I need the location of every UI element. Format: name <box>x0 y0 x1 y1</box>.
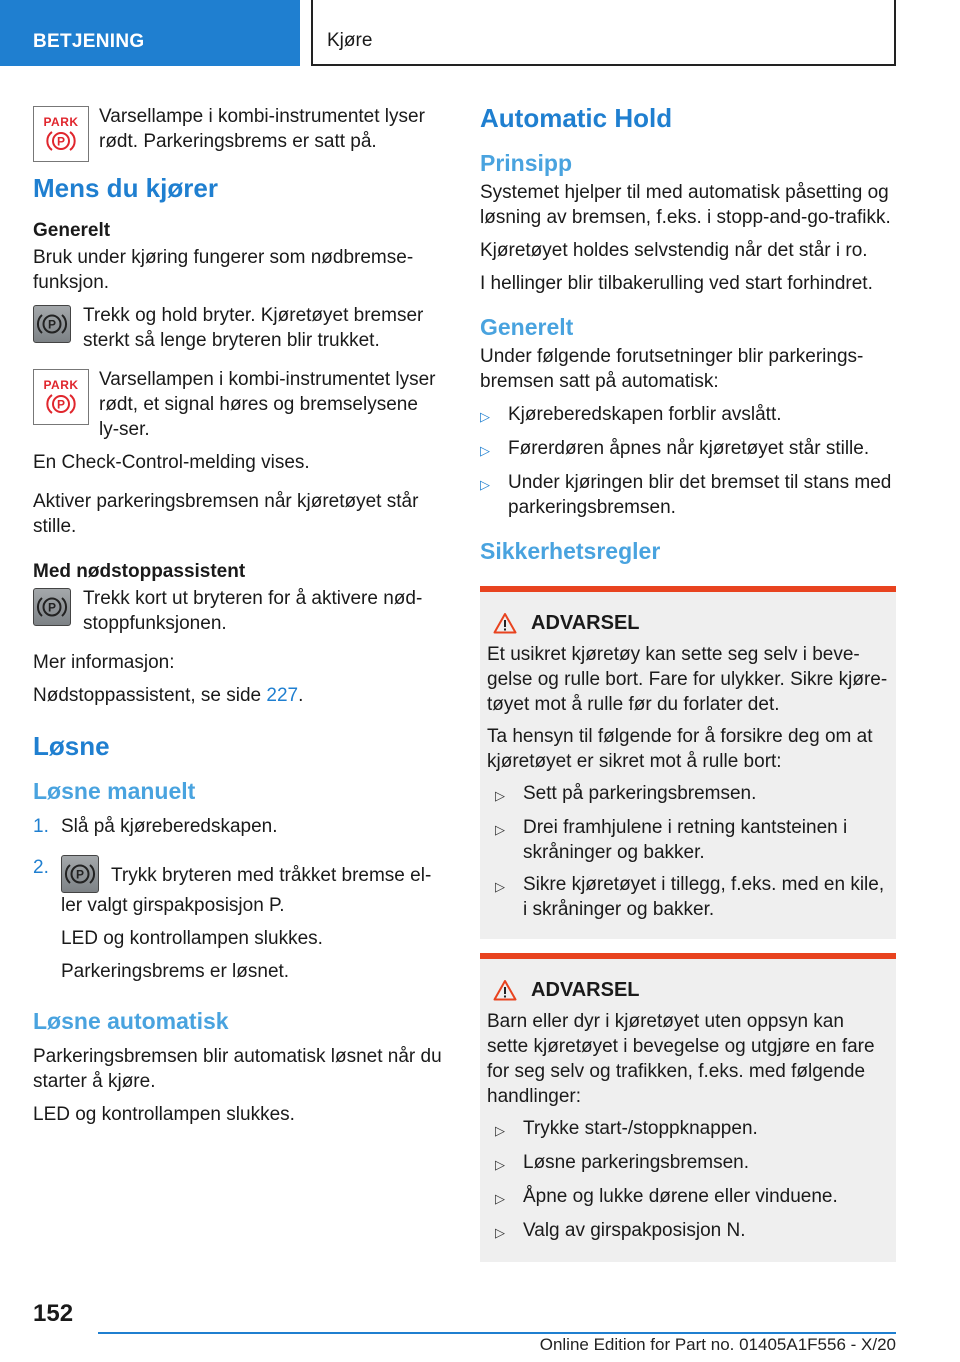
triangle-bullet-icon: ▷ <box>480 409 490 424</box>
step2-sub2: Parkeringsbrems er løsnet. <box>61 961 290 982</box>
conditions-list <box>480 402 896 520</box>
general-text: Bruk under kjøring fungerer som nødbremse-funksjon. <box>33 247 414 293</box>
heading-driving: Mens du kjører <box>33 173 218 203</box>
hold-text: Trekk og hold bryter. Kjøretøyet bremser sterkt så lenge bryteren blir trukket. <box>83 305 424 351</box>
svg-text:P: P <box>47 317 57 332</box>
list-item: ▷ Løsne parkeringsbremsen. <box>495 1150 888 1177</box>
heading-release-manual: Løsne manuelt <box>33 778 196 804</box>
warning-text: Et usikret kjøretøy kan sette seg selv i beve-gelse og rulle bort. Fare for ulykker. Sikre kjøre-tøyet mot å rulle før du forlater det. <box>487 644 888 715</box>
svg-text:P: P <box>75 867 85 882</box>
warning-title: ADVARSEL <box>531 612 640 634</box>
hold-switch-row <box>33 303 443 353</box>
list-item: ▷ Førerdøren åpnes når kjøretøyet står stille. <box>480 436 896 463</box>
auto-release-text: Parkeringsbremsen blir automatisk løsnet når du starter å kjøre. <box>33 1046 442 1092</box>
warning-triangle-icon <box>493 979 517 1001</box>
heading-safety: Sikkerhetsregler <box>480 538 661 564</box>
page-reference-link[interactable]: 227 <box>266 685 299 706</box>
warning-title: ADVARSEL <box>531 979 640 1001</box>
park-brake-warning-icon: PARK P <box>33 369 89 425</box>
chapter-title: Kjøre <box>327 30 373 51</box>
heading-principle: Prinsipp <box>480 150 573 176</box>
heading-general: Generelt <box>33 220 111 241</box>
heading-release: Løsne <box>33 731 110 761</box>
heading-general-right: Generelt <box>480 314 574 340</box>
svg-text:P: P <box>56 397 66 411</box>
heading-emergency: Med nødstoppassistent <box>33 561 246 582</box>
lamp-text: Varsellampen i kombi-instrumentet lyser rødt, et signal høres og bremselysene ly-ser. <box>99 369 436 440</box>
warning-triangle-icon <box>493 612 517 634</box>
warning-text: Barn eller dyr i kjøretøyet uten oppsyn kan sette kjøretøyet i bevegelse og utgjøre en fare for seg selv og trafikken, f.eks. med følgende handlinger: <box>487 1011 875 1107</box>
chapter-tab <box>311 0 896 66</box>
heading-release-auto: Løsne automatisk <box>33 1008 229 1034</box>
park-brake-switch-icon <box>61 855 99 893</box>
intro-warning-text: Varsellampe i kombi-instrumentet lyser rødt. Parkeringsbrems er satt på. <box>99 106 425 152</box>
warning-box <box>480 586 896 939</box>
holds-text: Kjøretøyet holdes selvstendig når det står i ro. <box>480 240 868 261</box>
list-item: ▷ Drei framhjulene i retning kantsteinen i skråninger og bakker. <box>495 817 848 863</box>
edition-text: Online Edition for Part no. 01405A1F556 - X/20 <box>539 1335 896 1354</box>
section-title: BETJENING <box>33 31 145 52</box>
more-info-text: Mer informasjon: <box>33 652 175 673</box>
emergency-row <box>33 586 443 636</box>
park-brake-switch-icon <box>33 305 71 343</box>
warning-title-row <box>487 977 888 1003</box>
triangle-bullet-icon: ▷ <box>495 1123 505 1138</box>
list-item: ▷ Valg av girspakposisjon N. <box>495 1218 888 1245</box>
triangle-bullet-icon: ▷ <box>480 477 490 492</box>
conditions-intro: Under følgende forutsetninger blir parkerings-bremsen satt på automatisk: <box>480 346 864 392</box>
section-tab <box>0 0 300 66</box>
slope-text: I hellinger blir tilbakerulling ved start forhindret. <box>480 273 873 294</box>
lamp-warning-row <box>33 367 443 442</box>
release-steps <box>33 814 443 918</box>
list-item: 1. Slå på kjøreberedskapen. <box>33 816 278 837</box>
footer-divider <box>98 1332 896 1334</box>
right-column <box>480 102 896 1262</box>
warning-list <box>495 1116 888 1245</box>
check-control-text: En Check-Control-melding vises. <box>33 452 310 473</box>
park-warning-row <box>33 104 443 162</box>
list-item: ▷ Under kjøringen blir det bremset til stans med parkeringsbremsen. <box>480 472 892 518</box>
warning-text: Ta hensyn til følgende for å forsikre deg om at kjøretøyet er sikret mot å rulle bort: <box>487 726 873 772</box>
warning-title-row <box>487 610 888 636</box>
activate-text: Aktiver parkeringsbremsen når kjøretøyet står stille. <box>33 491 419 537</box>
list-item: ▷ Sett på parkeringsbremsen. <box>495 781 888 808</box>
page-number: 152 <box>33 1300 74 1327</box>
triangle-bullet-icon: ▷ <box>480 443 490 458</box>
step2-sub1: LED og kontrollampen slukkes. <box>61 928 323 949</box>
list-item: ▷ Åpne og lukke dørene eller vinduene. <box>495 1184 888 1211</box>
triangle-bullet-icon: ▷ <box>495 1191 505 1206</box>
triangle-bullet-icon: ▷ <box>495 879 505 894</box>
heading-automatic-hold: Automatic Hold <box>480 103 673 133</box>
park-brake-warning-icon: PARK P <box>33 106 89 162</box>
triangle-bullet-icon: ▷ <box>495 1225 505 1240</box>
list-item: ▷ Kjøreberedskapen forblir avslått. <box>480 402 896 429</box>
triangle-bullet-icon: ▷ <box>495 788 505 803</box>
principle-text: Systemet hjelper til med automatisk påsetting og løsning av bremsen, f.eks. i stopp-and-go-trafikk. <box>480 182 891 228</box>
left-column <box>33 104 443 1135</box>
triangle-bullet-icon: ▷ <box>495 822 505 837</box>
park-brake-switch-icon <box>33 588 71 626</box>
list-item: ▷ Sikre kjøretøyet i tillegg, f.eks. med en kile, i skråninger og bakker. <box>495 874 885 920</box>
auto-led-text: LED og kontrollampen slukkes. <box>33 1104 295 1125</box>
warning-box <box>480 953 896 1262</box>
svg-text:P: P <box>56 134 66 148</box>
svg-text:P: P <box>47 600 57 615</box>
list-item: ▷ Trykke start-/stoppknappen. <box>495 1116 888 1143</box>
emergency-text: Trekk kort ut bryteren for å aktivere nød-stoppfunksjonen. <box>83 588 423 634</box>
list-item: 2. P Trykk bryteren med tråkket bremse el-ler valgt girspakposisjon P. <box>33 857 432 916</box>
reference-line: Nødstoppassistent, se side 227. <box>33 685 304 706</box>
triangle-bullet-icon: ▷ <box>495 1157 505 1172</box>
warning-list <box>495 781 888 922</box>
